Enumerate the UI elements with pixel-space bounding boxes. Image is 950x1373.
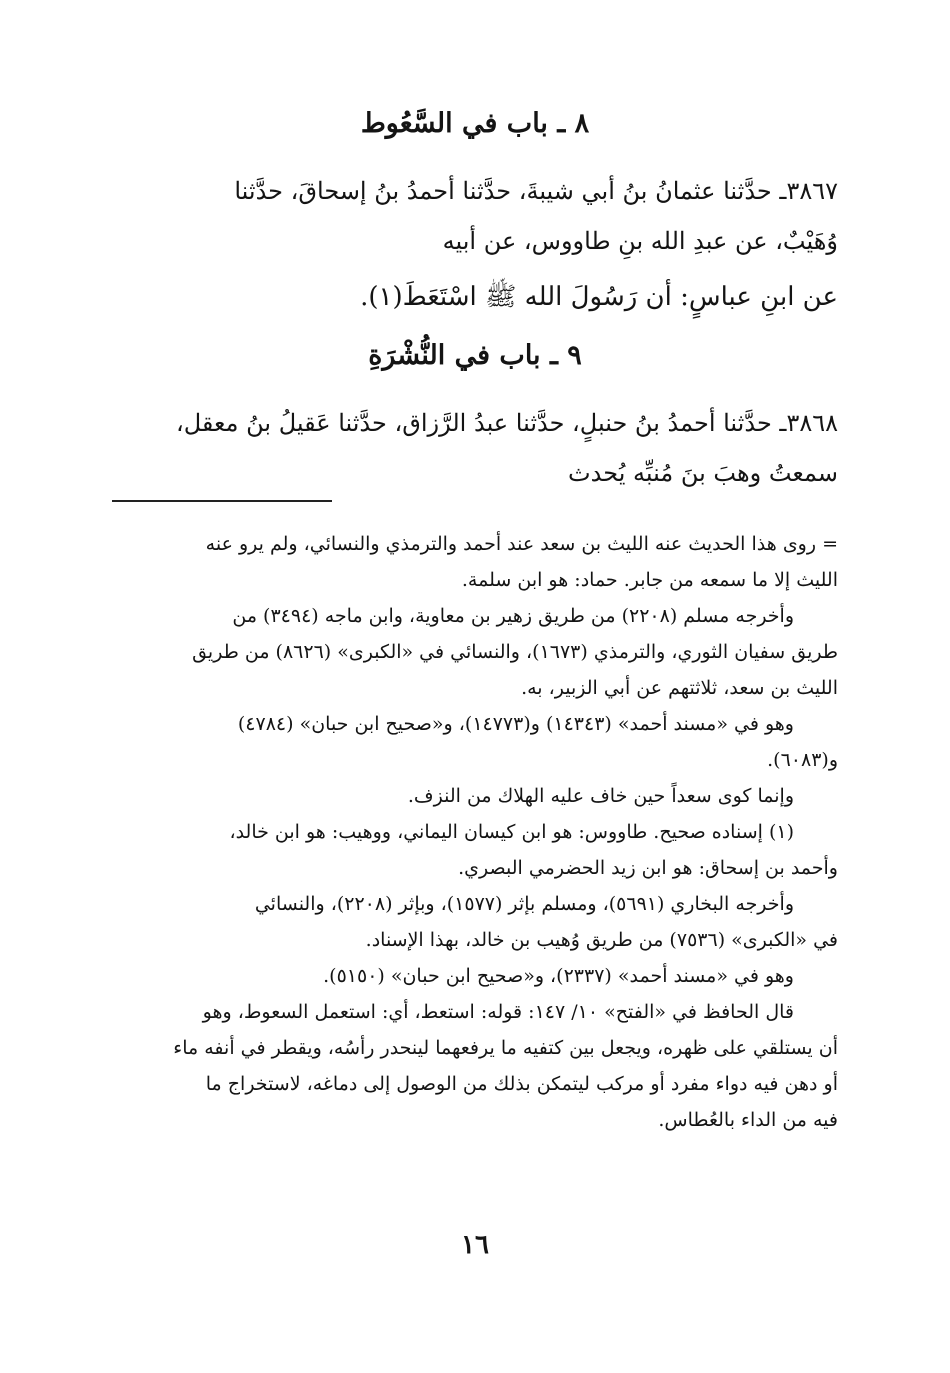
footnote-line: وأخرجه البخاري (٥٦٩١)، ومسلم بإثر (١٥٧٧)، وبإثر (٢٢٠٨)، والنسائي: [254, 893, 794, 915]
hadith-3867-line-2: وُهَيْبٌ، عن عبدِ الله بنِ طاووس، عن أبيه: [442, 227, 838, 255]
footnote-line: أو دهن فيه دواء مفرد أو مركب ليتمكن بذلك من الوصول إلى دماغه، لاستخراج ما: [205, 1073, 838, 1095]
footnote-line: وأحمد بن إسحاق: هو ابن زيد الحضرمي البصري.: [458, 857, 838, 879]
hadith-3868-line-1: ٣٨٦٨ـ حدَّثنا أحمدُ بنُ حنبلٍ، حدَّثنا عبدُ الرَّزاق، حدَّثنا عَقيلُ بنُ معقل،: [175, 409, 838, 437]
footnote-line: أن يستلقي على ظهره، ويجعل بين كتفيه ما يرفعهما لينحدر رأسُه، ويقطر في أنفه ماء: [173, 1037, 838, 1059]
hadith-3867-line-1: ٣٨٦٧ـ حدَّثنا عثمانُ بنُ أبي شيبةَ، حدَّثنا أحمدُ بنُ إسحاقَ، حدَّثنا: [234, 177, 838, 205]
footnote-line: وهو في «مسند أحمد» (١٤٣٤٣) و(١٤٧٧٣)، و«صحيح ابن حبان» (٤٧٨٤): [237, 713, 794, 735]
hadith-3867-line-3: عن ابنِ عباسٍ: أن رَسُولَ الله ﷺ اسْتَعَطَ(١).: [360, 282, 838, 312]
footnote-separator: [112, 500, 332, 502]
footnote-1-start: (١) إسناده صحيح. طاووس: هو ابن كيسان اليماني، ووهيب: هو ابن خالد،: [229, 821, 794, 843]
footnote-line: الليث إلا ما سمعه من جابر. حماد: هو ابن سلمة.: [461, 569, 838, 591]
footnote-line: فيه من الداء بالعُطاس.: [658, 1109, 838, 1131]
footnote-line: وأخرجه مسلم (٢٢٠٨) من طريق زهير بن معاوية، وابن ماجه (٣٤٩٤) من: [232, 605, 794, 627]
footnote-line: و(٦٠٨٣).: [767, 749, 838, 771]
hadith-3868: [114, 398, 838, 498]
footnote-line: = روى هذا الحديث عنه الليث بن سعد عند أحمد والترمذي والنسائي، ولم يرو عنه: [205, 533, 838, 555]
page-number: ١٦: [461, 1230, 489, 1260]
hadith-3867: [114, 166, 838, 322]
footnotes: [114, 526, 838, 1138]
footnote-line: وهو في «مسند أحمد» (٢٣٣٧)، و«صحيح ابن حبان» (٥١٥٠).: [323, 965, 794, 987]
footnote-line: وإنما كوى سعداً حين خاف عليه الهلاك من النزف.: [407, 785, 794, 807]
footnote-line: في «الكبرى» (٧٥٣٦) من طريق وُهيب بن خالد، بهذا الإسناد.: [365, 929, 838, 951]
footnote-line: قال الحافظ في «الفتح» ١٠/ ١٤٧: قوله: استعط، أي: استعمل السعوط، وهو: [202, 1001, 794, 1023]
footnote-line: طريق سفيان الثوري، والترمذي (١٦٧٣)، والنسائي في «الكبرى» (٨٦٢٦) من طريق: [192, 641, 838, 663]
footnote-line: الليث بن سعد، ثلاثتهم عن أبي الزبير، به.: [521, 677, 838, 699]
section-8-title: ٨ ـ باب في السَّعُوط: [360, 108, 590, 139]
hadith-3868-line-2: سمعتُ وهبَ بنَ مُنبِّه يُحدث: [568, 459, 838, 487]
section-9-title: ٩ ـ باب في النُّشْرَةِ: [368, 340, 582, 371]
